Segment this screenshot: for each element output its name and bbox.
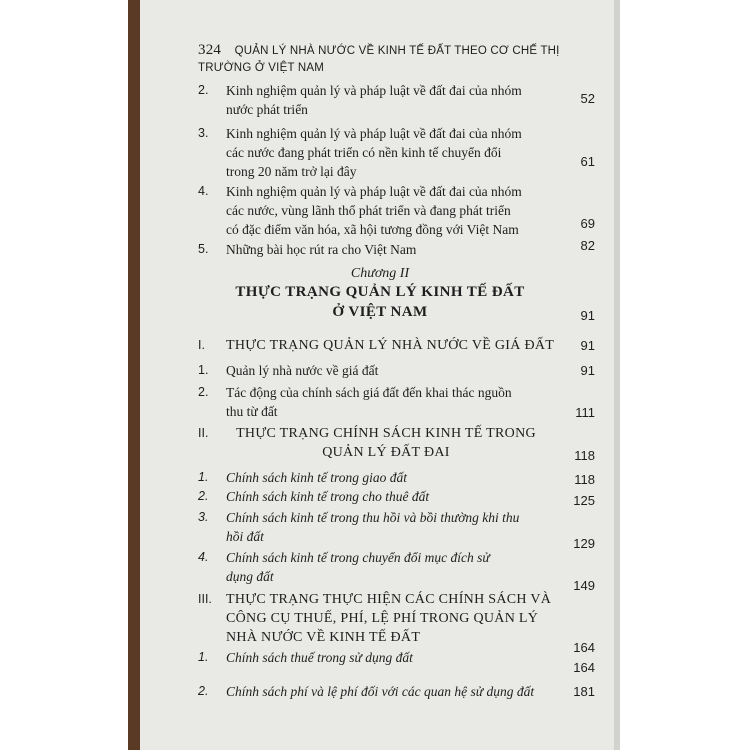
toc-entry-page: 125: [573, 493, 595, 508]
book-spine: [128, 0, 140, 750]
toc-entry-page: 118: [574, 448, 595, 463]
toc-entry-line: các nước, vùng lãnh thổ phát triển và đang phát triển: [226, 203, 511, 218]
toc-entry-page: 91: [580, 363, 595, 378]
toc-entry-page: 91: [580, 338, 595, 353]
section-number: II.: [198, 426, 209, 440]
toc-entry-line: Những bài học rút ra cho Việt Nam: [226, 242, 417, 257]
section-title-line: NHÀ NƯỚC VỀ KINH TẾ ĐẤT: [226, 630, 421, 645]
toc-entry-line: Chính sách kinh tế trong cho thuê đất: [226, 489, 430, 504]
toc-entry-line: Chính sách kinh tế trong chuyển đổi mục đích sử: [226, 550, 490, 565]
toc-entry-line: có đặc điểm văn hóa, xã hội tương đồng với Việt Nam: [226, 222, 519, 237]
chapter-label: Chương II: [350, 266, 410, 281]
toc-entry-line: Kinh nghiệm quản lý và pháp luật về đất đai của nhóm: [226, 126, 522, 141]
toc-entry-line: Kinh nghiệm quản lý và pháp luật về đất đai của nhóm: [226, 184, 522, 199]
toc-entry-line: Chính sách thuế trong sử dụng đất: [226, 650, 413, 665]
toc-entry-page: 52: [580, 91, 595, 106]
toc-entry-line: Chính sách phí và lệ phí đối với các quan hệ sử dụng đất: [226, 684, 535, 699]
toc-entry-line: các nước đang phát triển có nền kinh tế chuyển đổi: [226, 145, 502, 160]
toc-entry-number: 4.: [198, 550, 209, 564]
chapter-title-line: Ở VIỆT NAM: [332, 304, 428, 320]
toc-entry-number: 1.: [198, 650, 209, 664]
toc-entry-page: 111: [575, 405, 595, 420]
toc-entry-page: 118: [574, 472, 595, 487]
toc-entry-number: 3.: [198, 510, 209, 524]
toc-entry-page: 91: [580, 308, 595, 323]
section-title: THỰC TRẠNG QUẢN LÝ NHÀ NƯỚC VỀ GIÁ ĐẤT: [226, 338, 555, 353]
toc-entry-line: trong 20 năm trở lại đây: [226, 164, 357, 179]
toc-entry-page: 129: [573, 536, 595, 551]
chapter-title-line: THỰC TRẠNG QUẢN LÝ KINH TẾ ĐẤT: [235, 284, 525, 300]
page-edge: [614, 0, 620, 750]
section-title-line: QUẢN LÝ ĐẤT ĐAI: [322, 445, 450, 460]
section-number: III.: [198, 592, 212, 606]
toc-entry-line: dụng đất: [226, 569, 274, 584]
toc-entry-page: 164: [573, 660, 595, 675]
toc-entry-line: Chính sách kinh tế trong giao đất: [226, 470, 407, 485]
section-title-line: THỰC TRẠNG CHÍNH SÁCH KINH TẾ TRONG: [236, 426, 536, 441]
toc-entry-number: 3.: [198, 126, 209, 140]
section-title-line: CÔNG CỤ THUẾ, PHÍ, LỆ PHÍ TRONG QUẢN LÝ: [226, 611, 539, 626]
toc-entry-page: 82: [580, 238, 595, 253]
toc-entry-line: Chính sách kinh tế trong thu hồi và bồi thường khi thu: [226, 510, 520, 525]
toc-entry-line: hồi đất: [226, 529, 264, 544]
toc-entry-line: Quản lý nhà nước về giá đất: [226, 363, 379, 378]
running-header: [198, 42, 590, 75]
toc-entry-page: 164: [573, 640, 595, 655]
toc-entry-line: Kinh nghiệm quản lý và pháp luật về đất đai của nhóm: [226, 83, 522, 98]
toc-entry-number: 2.: [198, 684, 209, 698]
chapter-heading: [200, 266, 560, 322]
section-number: I.: [198, 338, 205, 352]
book-page: [140, 0, 620, 750]
toc-entry-page: 61: [580, 154, 595, 169]
toc-entry-number: 2.: [198, 83, 209, 97]
toc-entry-line: Tác động của chính sách giá đất đến khai thác nguồn: [226, 385, 512, 400]
toc-entry-page: 149: [573, 578, 595, 593]
toc-entry-line: nước phát triển: [226, 102, 308, 117]
running-title: QUẢN LÝ NHÀ NƯỚC VỀ KINH TẾ ĐẤT THEO CƠ CHẾ THỊ TRƯỜNG Ở VIỆT NAM: [198, 45, 560, 74]
toc-entry-line: thu từ đất: [226, 404, 278, 419]
toc-entry-number: 2.: [198, 489, 209, 503]
toc-entry-number: 5.: [198, 242, 209, 256]
page-number: 324: [198, 42, 222, 58]
toc-entry-number: 2.: [198, 385, 209, 399]
section-title-line: THỰC TRẠNG THỰC HIỆN CÁC CHÍNH SÁCH VÀ: [226, 592, 552, 607]
toc-entry-page: 69: [580, 216, 595, 231]
toc-entry-number: 4.: [198, 184, 209, 198]
toc-entry-number: 1.: [198, 470, 209, 484]
toc-entry-page: 181: [573, 684, 595, 699]
toc-entry-number: 1.: [198, 363, 209, 377]
